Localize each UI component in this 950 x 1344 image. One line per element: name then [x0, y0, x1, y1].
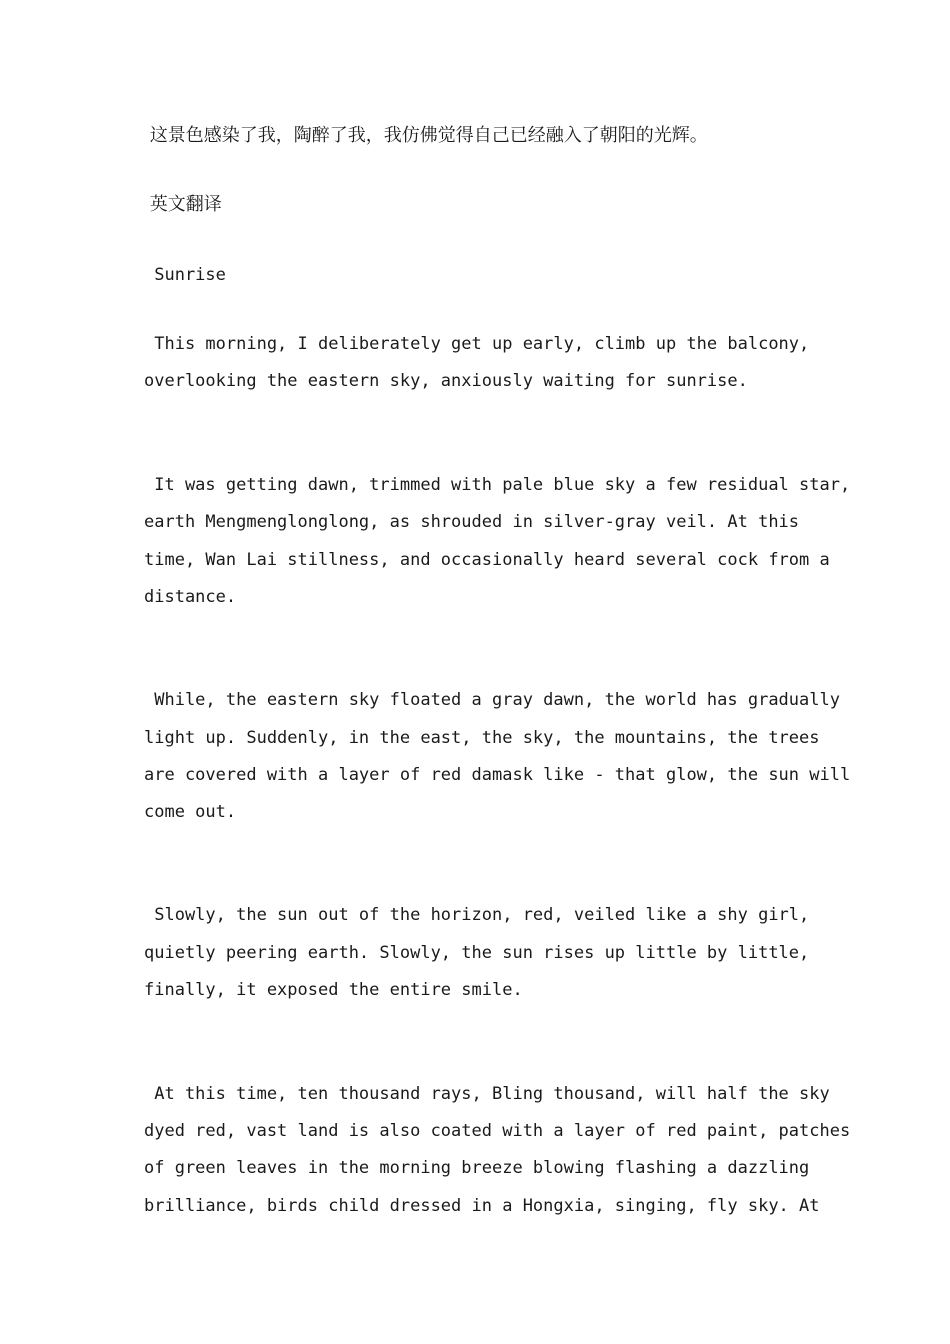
chinese-paragraph: 这景色感染了我，陶醉了我，我仿佛觉得自己已经融入了朝阳的光辉。 — [144, 125, 708, 146]
paragraph-1-line-1: This morning, I deliberately get up early, climb up the balcony, — [144, 334, 810, 354]
paragraph-5-line-1: At this time, ten thousand rays, Bling thousand, will half the sky — [144, 1084, 830, 1104]
paragraph-4-line-1: Slowly, the sun out of the horizon, red, veiled like a shy girl, — [144, 905, 810, 925]
paragraph-1-line-2: overlooking the eastern sky, anxiously waiting for sunrise. — [144, 371, 748, 391]
section-heading: 英文翻译 — [144, 194, 222, 215]
title-sunrise: Sunrise — [144, 265, 226, 285]
paragraph-3-line-3: are covered with a layer of red damask like - that glow, the sun will — [144, 765, 851, 785]
paragraph-2-line-4: distance. — [144, 587, 237, 607]
paragraph-4-line-3: finally, it exposed the entire smile. — [144, 980, 523, 1000]
paragraph-3-line-1: While, the eastern sky floated a gray dawn, the world has gradually — [144, 690, 840, 710]
paragraph-2-line-3: time, Wan Lai stillness, and occasionally heard several cock from a — [144, 550, 830, 570]
paragraph-3-line-4: come out. — [144, 802, 237, 822]
paragraph-4-line-2: quietly peering earth. Slowly, the sun rises up little by little, — [144, 943, 810, 963]
paragraph-2-line-2: earth Mengmenglonglong, as shrouded in silver-gray veil. At this — [144, 512, 800, 532]
paragraph-5-line-3: of green leaves in the morning breeze blowing flashing a dazzling — [144, 1158, 810, 1178]
paragraph-2-line-1: It was getting dawn, trimmed with pale blue sky a few residual star, — [144, 475, 851, 495]
paragraph-3-line-2: light up. Suddenly, in the east, the sky, the mountains, the trees — [144, 728, 820, 748]
paragraph-5-line-4: brilliance, birds child dressed in a Hongxia, singing, fly sky. At — [144, 1196, 820, 1216]
paragraph-5-line-2: dyed red, vast land is also coated with a layer of red paint, patches — [144, 1121, 851, 1141]
